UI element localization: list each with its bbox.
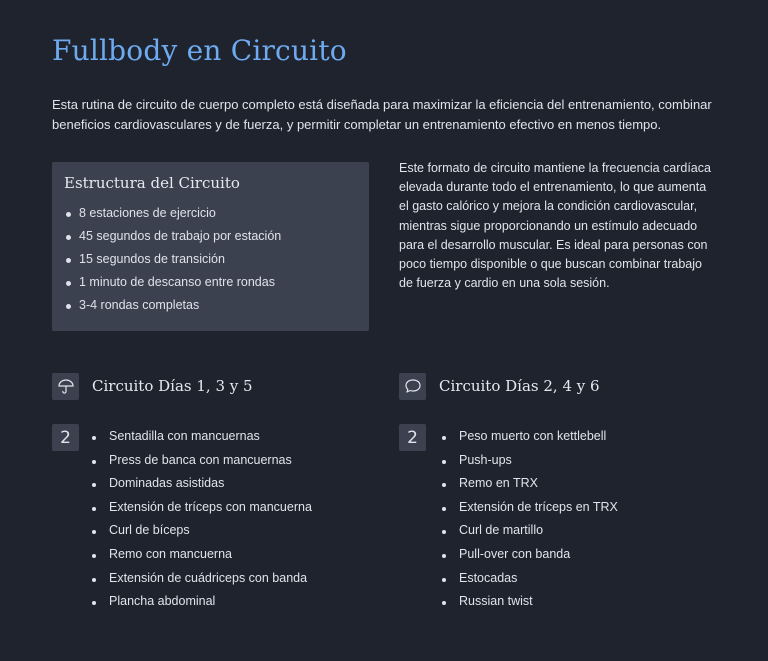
circuit-b-number-badge: 2	[399, 424, 426, 451]
circuit-b-title: Circuito Días 2, 4 y 6	[439, 377, 600, 395]
structure-list	[64, 202, 357, 317]
list-item: Pull-over con banda	[442, 543, 618, 567]
list-item: Curl de bíceps	[92, 519, 312, 543]
list-item: Remo con mancuerna	[92, 543, 312, 567]
list-item: 8 estaciones de ejercicio	[64, 202, 357, 225]
list-item: 1 minuto de descanso entre rondas	[64, 271, 357, 294]
umbrella-icon	[52, 373, 79, 400]
page-title: Fullbody en Circuito	[52, 34, 347, 67]
speech-bubble-icon	[399, 373, 426, 400]
list-item: Sentadilla con mancuernas	[92, 425, 312, 449]
intro-paragraph: Esta rutina de circuito de cuerpo completo está diseñada para maximizar la eficiencia del entrenamiento, combinar beneficios cardiovasculares y de fuerza, y permitir completar un entrenamiento efectivo en menos tiempo.	[52, 97, 712, 132]
list-item: Peso muerto con kettlebell	[442, 425, 618, 449]
list-item: Extensión de tríceps con mancuerna	[92, 496, 312, 520]
list-item: Russian twist	[442, 590, 618, 614]
circuit-a-number-badge: 2	[52, 424, 79, 451]
list-item: Dominadas asistidas	[92, 472, 312, 496]
list-item: 15 segundos de transición	[64, 248, 357, 271]
description-paragraph: Este formato de circuito mantiene la frecuencia cardíaca elevada durante todo el entrenamiento, lo que aumenta el gasto calórico y mejora la condición cardiovascular, mientras sigue proporcionando un estímulo adecuado para el desarrollo muscular. Es ideal para personas con poco tiempo disponible o que buscan combinar trabajo de fuerza y cardio en una sola sesión.	[399, 161, 711, 291]
list-item: Remo en TRX	[442, 472, 618, 496]
circuit-a-exercise-list	[92, 425, 312, 614]
circuit-a-header	[52, 372, 253, 400]
circuit-a-title: Circuito Días 1, 3 y 5	[92, 377, 253, 395]
list-item: 3-4 rondas completas	[64, 294, 357, 317]
list-item: Press de banca con mancuernas	[92, 449, 312, 473]
list-item: Plancha abdominal	[92, 590, 312, 614]
list-item: Curl de martillo	[442, 519, 618, 543]
list-item: 45 segundos de trabajo por estación	[64, 225, 357, 248]
circuit-b-header	[399, 372, 600, 400]
structure-box	[52, 162, 369, 331]
circuit-b-exercise-list	[442, 425, 618, 614]
structure-title: Estructura del Circuito	[64, 174, 240, 192]
list-item: Push-ups	[442, 449, 618, 473]
list-item: Estocadas	[442, 567, 618, 591]
list-item: Extensión de cuádriceps con banda	[92, 567, 312, 591]
list-item: Extensión de tríceps en TRX	[442, 496, 618, 520]
